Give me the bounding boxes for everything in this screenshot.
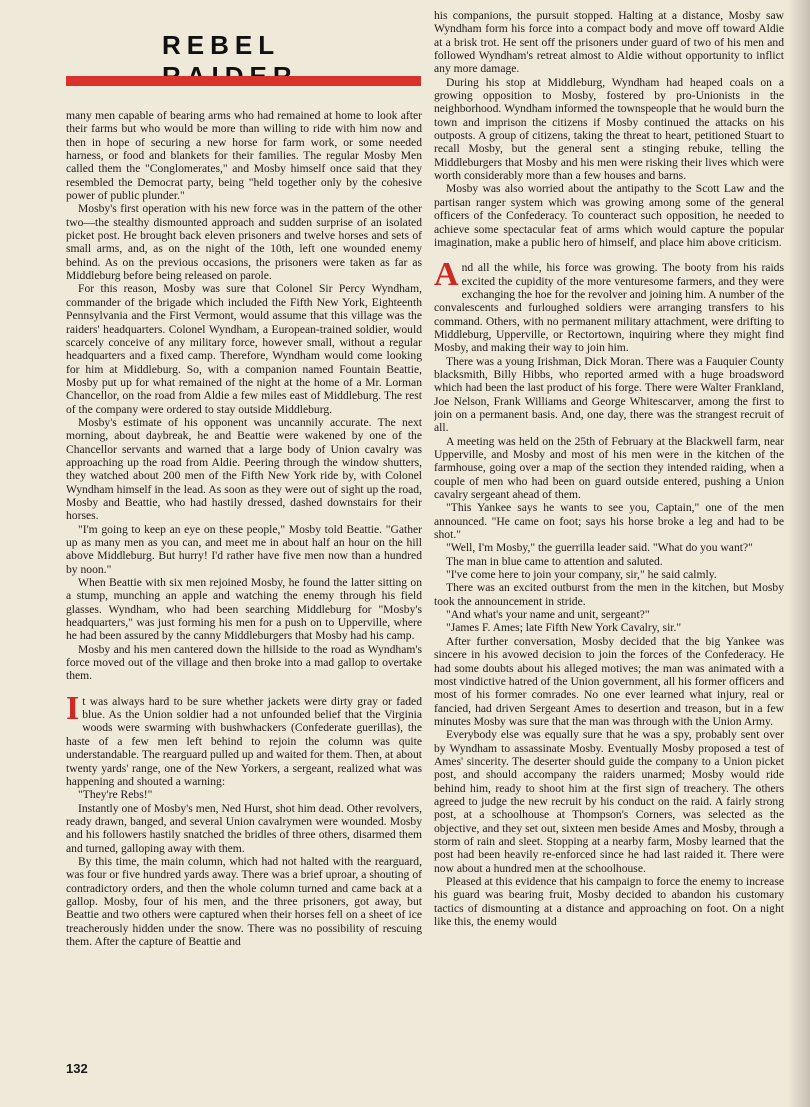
paragraph: During his stop at Middleburg, Wyndham had heaped coals on a growing opposition to Mosby, fostered by pro-Unionists in the neighborhood. Wyndham informed the townspeople that he would burn the town and imprison the citizens if Mosby continued the attacks on his outposts. A group of citizens, taking the threat to heart, petitioned Stuart to recall Mosby, but the general sent a stinging rebuke, telling the Middleburgers that Mosby and his men were risking their lives which were worth considerably more than a few houses and barns. xyxy=(434,75,784,183)
paragraph: Pleased at this evidence that his campaign to force the enemy to increase his guard was bearing fruit, Mosby decided to abandon his customary tactics of dismounting at a distance and approaching on foot. On a night like this, the enemy would xyxy=(434,875,784,929)
paragraph-text: t was always hard to be sure whether jackets were dirty gray or faded blue. As the Union soldier had a not unfounded belief that the Virginia woods were swarming with bushwhackers (Confederate guerillas), the haste of a few men left behind to rejoin the column was quite understandable. The rearguard pulled up and waited for them. Then, at about twenty yards' range, one of the New Yorkers, a sergeant, realized what was happening and shouted a warning: xyxy=(66,694,422,788)
paragraph: Instantly one of Mosby's men, Ned Hurst, shot him dead. Other revolvers, ready drawn, banged, and several Union cavalrymen were wounded. Mosby and his followers hastily snatched the bridles of three others, disarmed them and turned, galloping away with them. xyxy=(66,801,422,855)
paragraph: When Beattie with six men rejoined Mosby, he found the latter sitting on a stump, munching an apple and watching the enemy through his field glasses. Wyndham, who had been searching Middleburg for "Mosby's headquarters," was just forming his men for a push on to Upperville, where he had been assured by the canny Middleburgers that Mosby had his camp. xyxy=(66,576,422,643)
paragraph: Mosby's estimate of his opponent was uncannily accurate. The next morning, about daybreak, he and Beattie were wakened by one of the Chancellor servants and warned that a large body of Union cavalry was approaching up the road from Aldie. Peering through the window shutters, they watched about 200 men of the Fifth New York ride by, with Colonel Wyndham himself in the lead. As soon as they were out of sight up the road, Mosby and Beattie, who had hastily dressed, dashed downstairs for their horses. xyxy=(66,415,422,523)
right-column xyxy=(434,9,784,1099)
paragraph: "Well, I'm Mosby," the guerrilla leader said. "What do you want?" xyxy=(446,541,753,555)
drop-cap: I xyxy=(66,689,80,727)
article-title: REBEL xyxy=(162,30,280,60)
paragraph: many men capable of bearing arms who had remained at home to look after their farms but who would be more than willing to ride with him now and then in hope of securing a new horse for farm work, or some needed harness, or food and blankets for their families. The regular Mosby Men called them the "Conglomerates," and Mosby himself once said that they resembled the Democrat party, being "held together only by the cohesive power of public plunder." xyxy=(66,109,422,203)
paragraph: There was an excited outburst from the men in the kitchen, but Mosby took the announcement in stride. xyxy=(434,581,784,608)
paragraph: A meeting was held on the 25th of February at the Blackwell farm, near Upperville, and Mosby and most of his men were in the kitchen of the farmhouse, going over a map of the section they intended raiding, when a couple of men who had been on guard outside entered, pushing a Union cavalry sergeant ahead of them. xyxy=(434,434,784,502)
paragraph: Mosby was also worried about the antipathy to the Scott Law and the partisan ranger system which was growing among some of the general officers of the Confederacy. To counteract such opposition, he needed to achieve some spectacular feat of arms which would capture the popular imagination, make a public hero of himself, and place him above criticism. xyxy=(434,182,784,249)
paragraph: After further conversation, Mosby decided that the big Yankee was sincere in his avowed decision to join the forces of the Confederacy. He had some doubts about his alleged motives; the man was animated with a most vindictive hatred of the Union government, all his former officers and most of his former comrades. No one ever learned what injury, real or fancied, had driven Sergeant Ames to desertion and treason, but in a few minutes Mosby was sure that the man was through with the Union Army. xyxy=(434,634,784,728)
title-rule xyxy=(66,76,421,86)
paragraph-text: nd all the while, his force was growing. The booty from his raids excited the cupidity of the more venturesome farmers, and they were exchanging the hoe for the revolver and joining him. A number of the convalescents and furloughed soldiers were arranging transfers to his command. Others, with no permanent military attachment, were drifting to Middleburg, Upperville, or Rectortown, inquiring where they might find Mosby, and making their way to join him. xyxy=(434,261,784,355)
paragraph: Everybody else was equally sure that he was a spy, probably sent over by Wyndham to assassinate Mosby. Eventually Mosby proposed a test of Ames' sincerity. The deserter should guide the company to a Union picket post, and should accompany the raiders unarmed; Mosby would ride behind him, ready to shoot him at the first sign of treachery. The others agreed to judge the new recruit by his conduct on the raid. A fairly strong post, at a schoolhouse at Thompson's Corners, was selected as the objective, and they set out, sixteen men beside Ames and Mosby, through a storm of rain and sleet. Stopping at a nearby farm, Mosby learned that the post had been heavily re-enforced since he had last raided it. There were now about a hundred men at the schoolhouse. xyxy=(434,728,784,875)
section-opening-paragraph xyxy=(66,689,422,788)
paragraph: The man in blue came to attention and saluted. xyxy=(446,554,663,568)
paragraph: "They're Rebs!" xyxy=(78,788,153,802)
paragraph: By this time, the main column, which had not halted with the rearguard, was four or five hundred yards away. There was a brief uproar, a shouting of contradictory orders, and then the whole column turned and came back at a gallop. Mosby, four of his men, and the three prisoners, got away, but Beattie and two others were captured when their horses fell on a sheet of ice treacherously hidden under the snow. There was no possibility of rescuing them. After the capture of Beattie and xyxy=(66,854,422,948)
section-opening-paragraph xyxy=(434,256,784,355)
paragraph: For this reason, Mosby was sure that Colonel Sir Percy Wyndham, commander of the brigade which included the Fifth New York, Eighteenth Pennsylvania and the First Vermont, would assume that this village was the raiders' headquarters. Colonel Wyndham, a European-trained soldier, would scarcely conceive of any military force, however small, without a regular headquarters and a fixed camp. Therefore, Wyndham would come looking for him at Middleburg. So, with a companion named Fountain Beattie, Mosby put up for what remained of the night at the home of a Mr. Lorman Chancellor, on the road from Aldie a few miles east of Middleburg. The rest of the company were ordered to stay outside Middleburg. xyxy=(66,282,422,416)
paragraph: "I've come here to join your company, sir," he said calmly. xyxy=(446,568,717,582)
paragraph: "James F. Ames; late Fifth New York Cavalry, sir." xyxy=(446,621,682,635)
paragraph: Mosby's first operation with his new force was in the pattern of the other two—the stealthy dismounted approach and sudden surprise of an isolated picket post. He brought back eleven prisoners and twelve horses and sets of small arms, and, as on the night of the 10th, left one wounded enemy behind. As on the previous occasions, the prisoners were taken as far as Middleburg before being released on parole. xyxy=(66,202,422,283)
paragraph: "This Yankee says he wants to see you, Captain," one of the men announced. "He came on foot; says his horse broke a leg and had to be shot." xyxy=(434,501,784,542)
paragraph: his companions, the pursuit stopped. Halting at a distance, Mosby saw Wyndham form his force into a compact body and move off toward Aldie at a brisk trot. He sent off the prisoners under guard of two of his men and followed Wyndham's retreat almost to Aldie without opportunity to inflict any more damage. xyxy=(434,9,784,76)
paragraph: Mosby and his men cantered down the hillside to the road as Wyndham's force moved out of the village and then broke into a mad gallop to overtake them. xyxy=(66,642,422,683)
left-column xyxy=(66,109,422,1049)
page-number: 132 xyxy=(66,1061,88,1076)
paragraph: "And what's your name and unit, sergeant?" xyxy=(446,608,650,622)
paragraph: "I'm going to keep an eye on these people," Mosby told Beattie. "Gather up as many men as you can, and meet me in about half an hour on the hill above Middleburg. But hurry! I'd rather have five men now than a hundred by noon." xyxy=(66,522,422,576)
page-edge-shadow xyxy=(788,0,810,1107)
paragraph: There was a young Irishman, Dick Moran. There was a Fauquier County blacksmith, Billy Hibbs, who reported armed with a huge broadsword which had been the last product of his forge. There were Walter Frankland, Joe Nelson, Frank Williams and George Whitescarver, among the first to join on a permanent basis. And, one day, there was the strangest recruit of all. xyxy=(434,354,784,435)
drop-cap: A xyxy=(434,256,459,294)
